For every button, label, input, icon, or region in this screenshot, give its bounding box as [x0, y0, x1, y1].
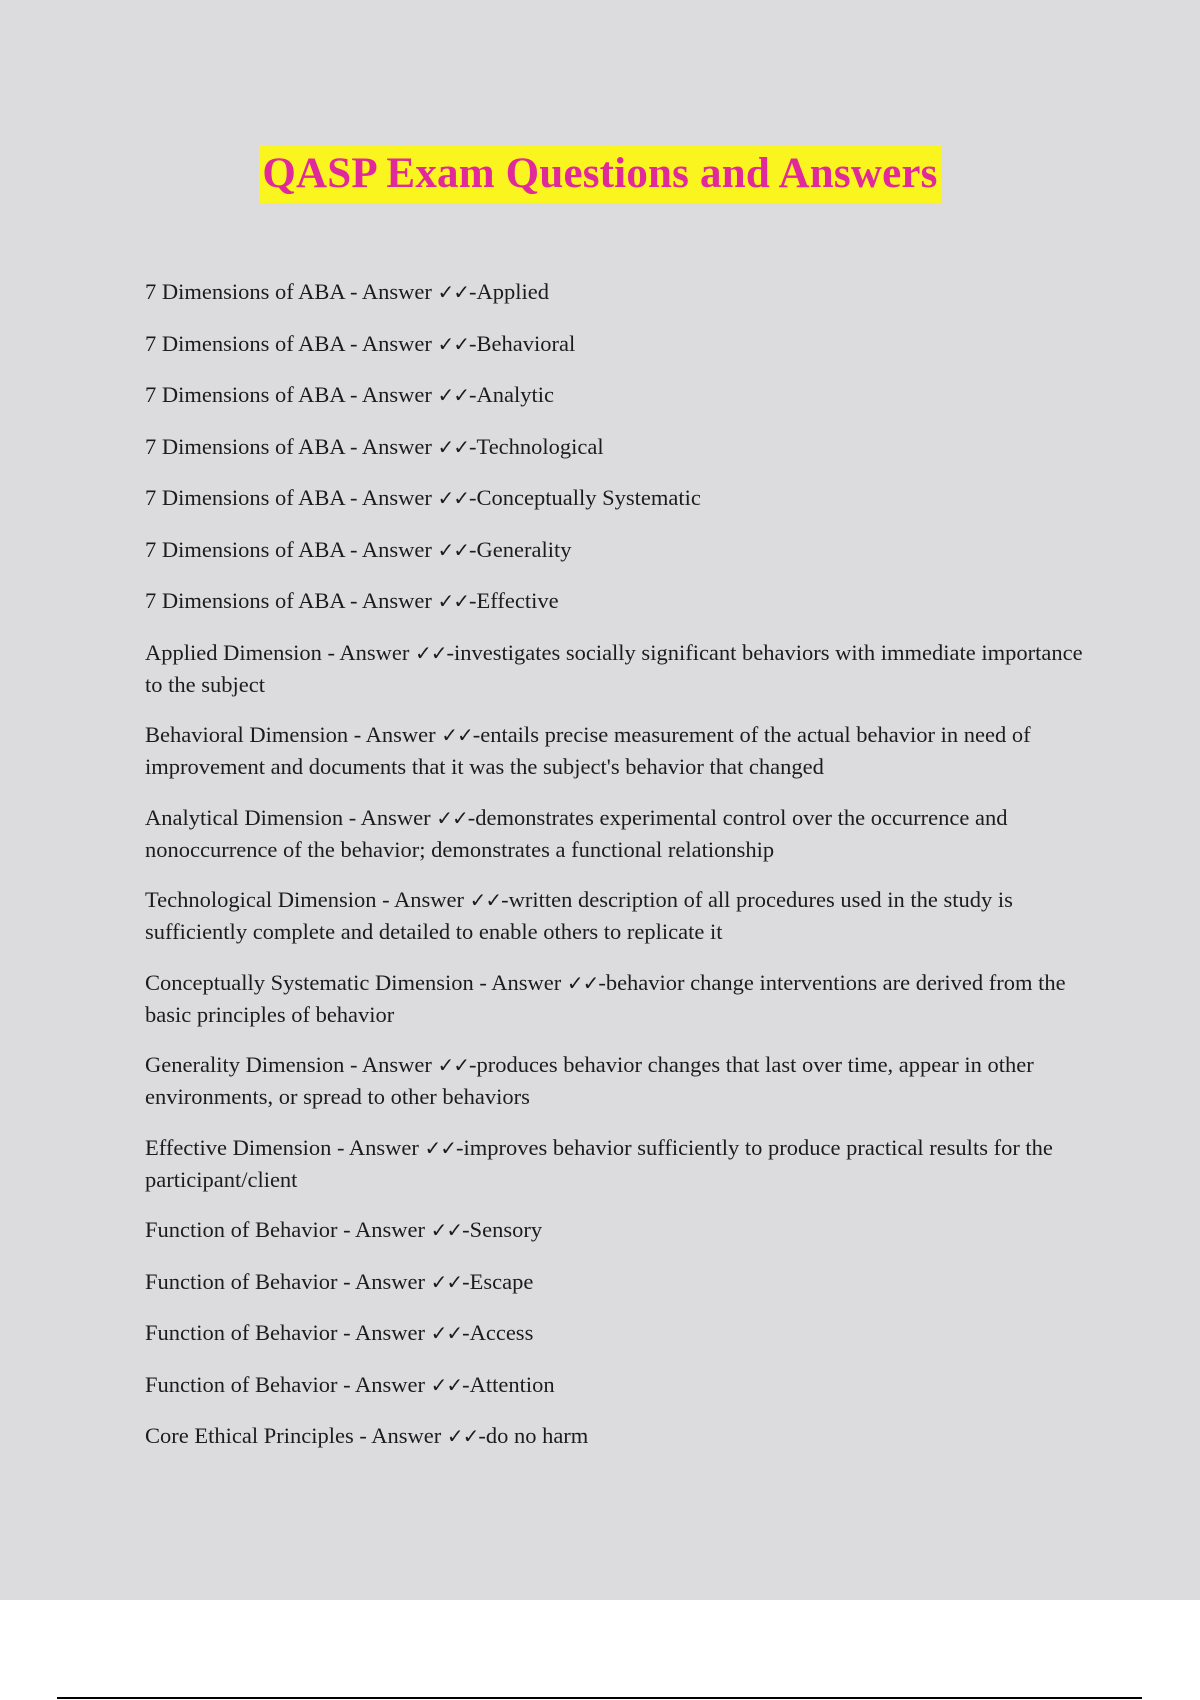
qa-answer: -Analytic: [469, 382, 554, 407]
double-check-icon: ✓✓: [446, 1424, 479, 1448]
qa-term: 7 Dimensions of ABA: [145, 485, 345, 510]
answer-separator: - Answer: [337, 1268, 431, 1294]
qa-term: 7 Dimensions of ABA: [145, 330, 345, 356]
qa-answer: -entails precise measurement of the actual behavior in need of improvement and documents that it was the subject's behavior that changed: [145, 722, 1031, 779]
qa-term: Analytical Dimension: [145, 804, 344, 830]
qa-answer: -Access: [462, 1320, 534, 1345]
qa-term: Behavioral Dimension: [145, 722, 349, 747]
qa-answer: -Behavioral: [469, 330, 576, 356]
qa-term: Function of Behavior: [145, 1217, 338, 1242]
double-check-icon: ✓✓: [430, 1372, 463, 1397]
qa-answer: -Sensory: [462, 1217, 543, 1242]
double-check-icon: ✓✓: [437, 537, 470, 562]
qa-answer: -investigates socially significant behaviors with immediate importance to the subject: [145, 639, 1083, 697]
qa-item: [145, 276, 1095, 308]
qa-item: [145, 1420, 1095, 1452]
qa-answer: -do no harm: [478, 1423, 589, 1448]
answer-separator: - Answer: [344, 330, 438, 356]
qa-term: Applied Dimension: [145, 639, 322, 665]
answer-separator: - Answer: [344, 382, 438, 407]
footer-divider: [57, 1697, 1142, 1699]
qa-answer: -Escape: [462, 1268, 534, 1294]
double-check-icon: ✓✓: [469, 888, 502, 912]
answer-separator: - Answer: [321, 639, 415, 665]
double-check-icon: ✓✓: [437, 589, 470, 613]
qa-item: [145, 802, 1095, 865]
answer-separator: - Answer: [337, 1320, 431, 1345]
double-check-icon: ✓✓: [437, 434, 470, 459]
qa-item: [145, 884, 1095, 947]
qa-item: [145, 379, 1095, 411]
qa-answer: -Effective: [469, 588, 559, 613]
qa-answer: -Generality: [469, 536, 572, 562]
double-check-icon: ✓✓: [566, 970, 599, 995]
answer-separator: - Answer: [337, 1217, 431, 1242]
answer-separator: - Answer: [344, 1052, 438, 1077]
qa-answer: -produces behavior changes that last over time, appear in other environments, or spread to other behaviors: [145, 1052, 1034, 1109]
qa-term: Effective Dimension: [145, 1134, 332, 1160]
qa-item: [145, 719, 1095, 782]
double-check-icon: ✓✓: [430, 1218, 463, 1242]
answer-separator: - Answer: [337, 1371, 431, 1397]
qa-answer: -improves behavior sufficiently to produce practical results for the participant/client: [145, 1134, 1053, 1192]
double-check-icon: ✓✓: [437, 383, 470, 407]
qa-term: Function of Behavior: [145, 1268, 338, 1294]
qa-term: 7 Dimensions of ABA: [145, 536, 345, 562]
qa-item: [145, 534, 1095, 566]
answer-separator: - Answer: [344, 433, 438, 459]
document-title: QASP Exam Questions and Answers: [259, 145, 940, 203]
qa-item: [145, 1214, 1095, 1246]
qa-item: [145, 1132, 1095, 1195]
answer-separator: - Answer: [348, 722, 442, 747]
qa-item: [145, 1049, 1095, 1112]
qa-term: Core Ethical Principles: [145, 1423, 354, 1448]
qa-answer: -Technological: [469, 433, 604, 459]
double-check-icon: ✓✓: [437, 280, 470, 304]
double-check-icon: ✓✓: [414, 640, 447, 665]
answer-separator: - Answer: [344, 536, 438, 562]
qa-item: [145, 328, 1095, 360]
double-check-icon: ✓✓: [437, 486, 470, 510]
answer-separator: - Answer: [343, 804, 437, 830]
qa-term: Conceptually Systematic Dimension: [145, 969, 474, 995]
qa-term: Generality Dimension: [145, 1052, 345, 1077]
answer-separator: - Answer: [344, 279, 438, 304]
answer-separator: - Answer: [344, 588, 438, 613]
qa-term: Function of Behavior: [145, 1320, 338, 1345]
qa-term: 7 Dimensions of ABA: [145, 433, 345, 459]
double-check-icon: ✓✓: [437, 1053, 469, 1077]
double-check-icon: ✓✓: [430, 1269, 463, 1294]
qa-term: 7 Dimensions of ABA: [145, 588, 345, 613]
qa-term: 7 Dimensions of ABA: [145, 382, 345, 407]
answer-separator: - Answer: [344, 485, 438, 510]
qa-item: [145, 1317, 1095, 1349]
answer-separator: - Answer: [376, 887, 470, 912]
answer-separator: - Answer: [331, 1134, 425, 1160]
double-check-icon: ✓✓: [436, 805, 468, 830]
qa-list: [145, 276, 1095, 1472]
qa-answer: -Conceptually Systematic: [469, 485, 701, 510]
qa-item: [145, 585, 1095, 617]
double-check-icon: ✓✓: [430, 1321, 463, 1345]
title-container: [0, 145, 1200, 203]
qa-term: Technological Dimension: [145, 887, 377, 912]
qa-item: [145, 967, 1095, 1030]
qa-answer: -demonstrates experimental control over the occurrence and nonoccurrence of the behavior; demonstrates a functional relationship: [145, 804, 1008, 862]
qa-item: [145, 1369, 1095, 1401]
double-check-icon: ✓✓: [424, 1135, 457, 1160]
qa-answer: -Applied: [469, 279, 550, 304]
qa-item: [145, 637, 1095, 700]
qa-answer: -Attention: [462, 1371, 555, 1397]
qa-item: [145, 1266, 1095, 1298]
double-check-icon: ✓✓: [437, 331, 470, 356]
double-check-icon: ✓✓: [441, 723, 473, 747]
qa-answer: -behavior change interventions are derived from the basic principles of behavior: [145, 969, 1066, 1027]
answer-separator: - Answer: [353, 1423, 447, 1448]
qa-item: [145, 431, 1095, 463]
qa-term: Function of Behavior: [145, 1371, 338, 1397]
answer-separator: - Answer: [473, 969, 567, 995]
qa-item: [145, 482, 1095, 514]
qa-answer: -written description of all procedures used in the study is sufficiently complete and detailed to enable others to replicate it: [145, 887, 1013, 944]
qa-term: 7 Dimensions of ABA: [145, 279, 345, 304]
